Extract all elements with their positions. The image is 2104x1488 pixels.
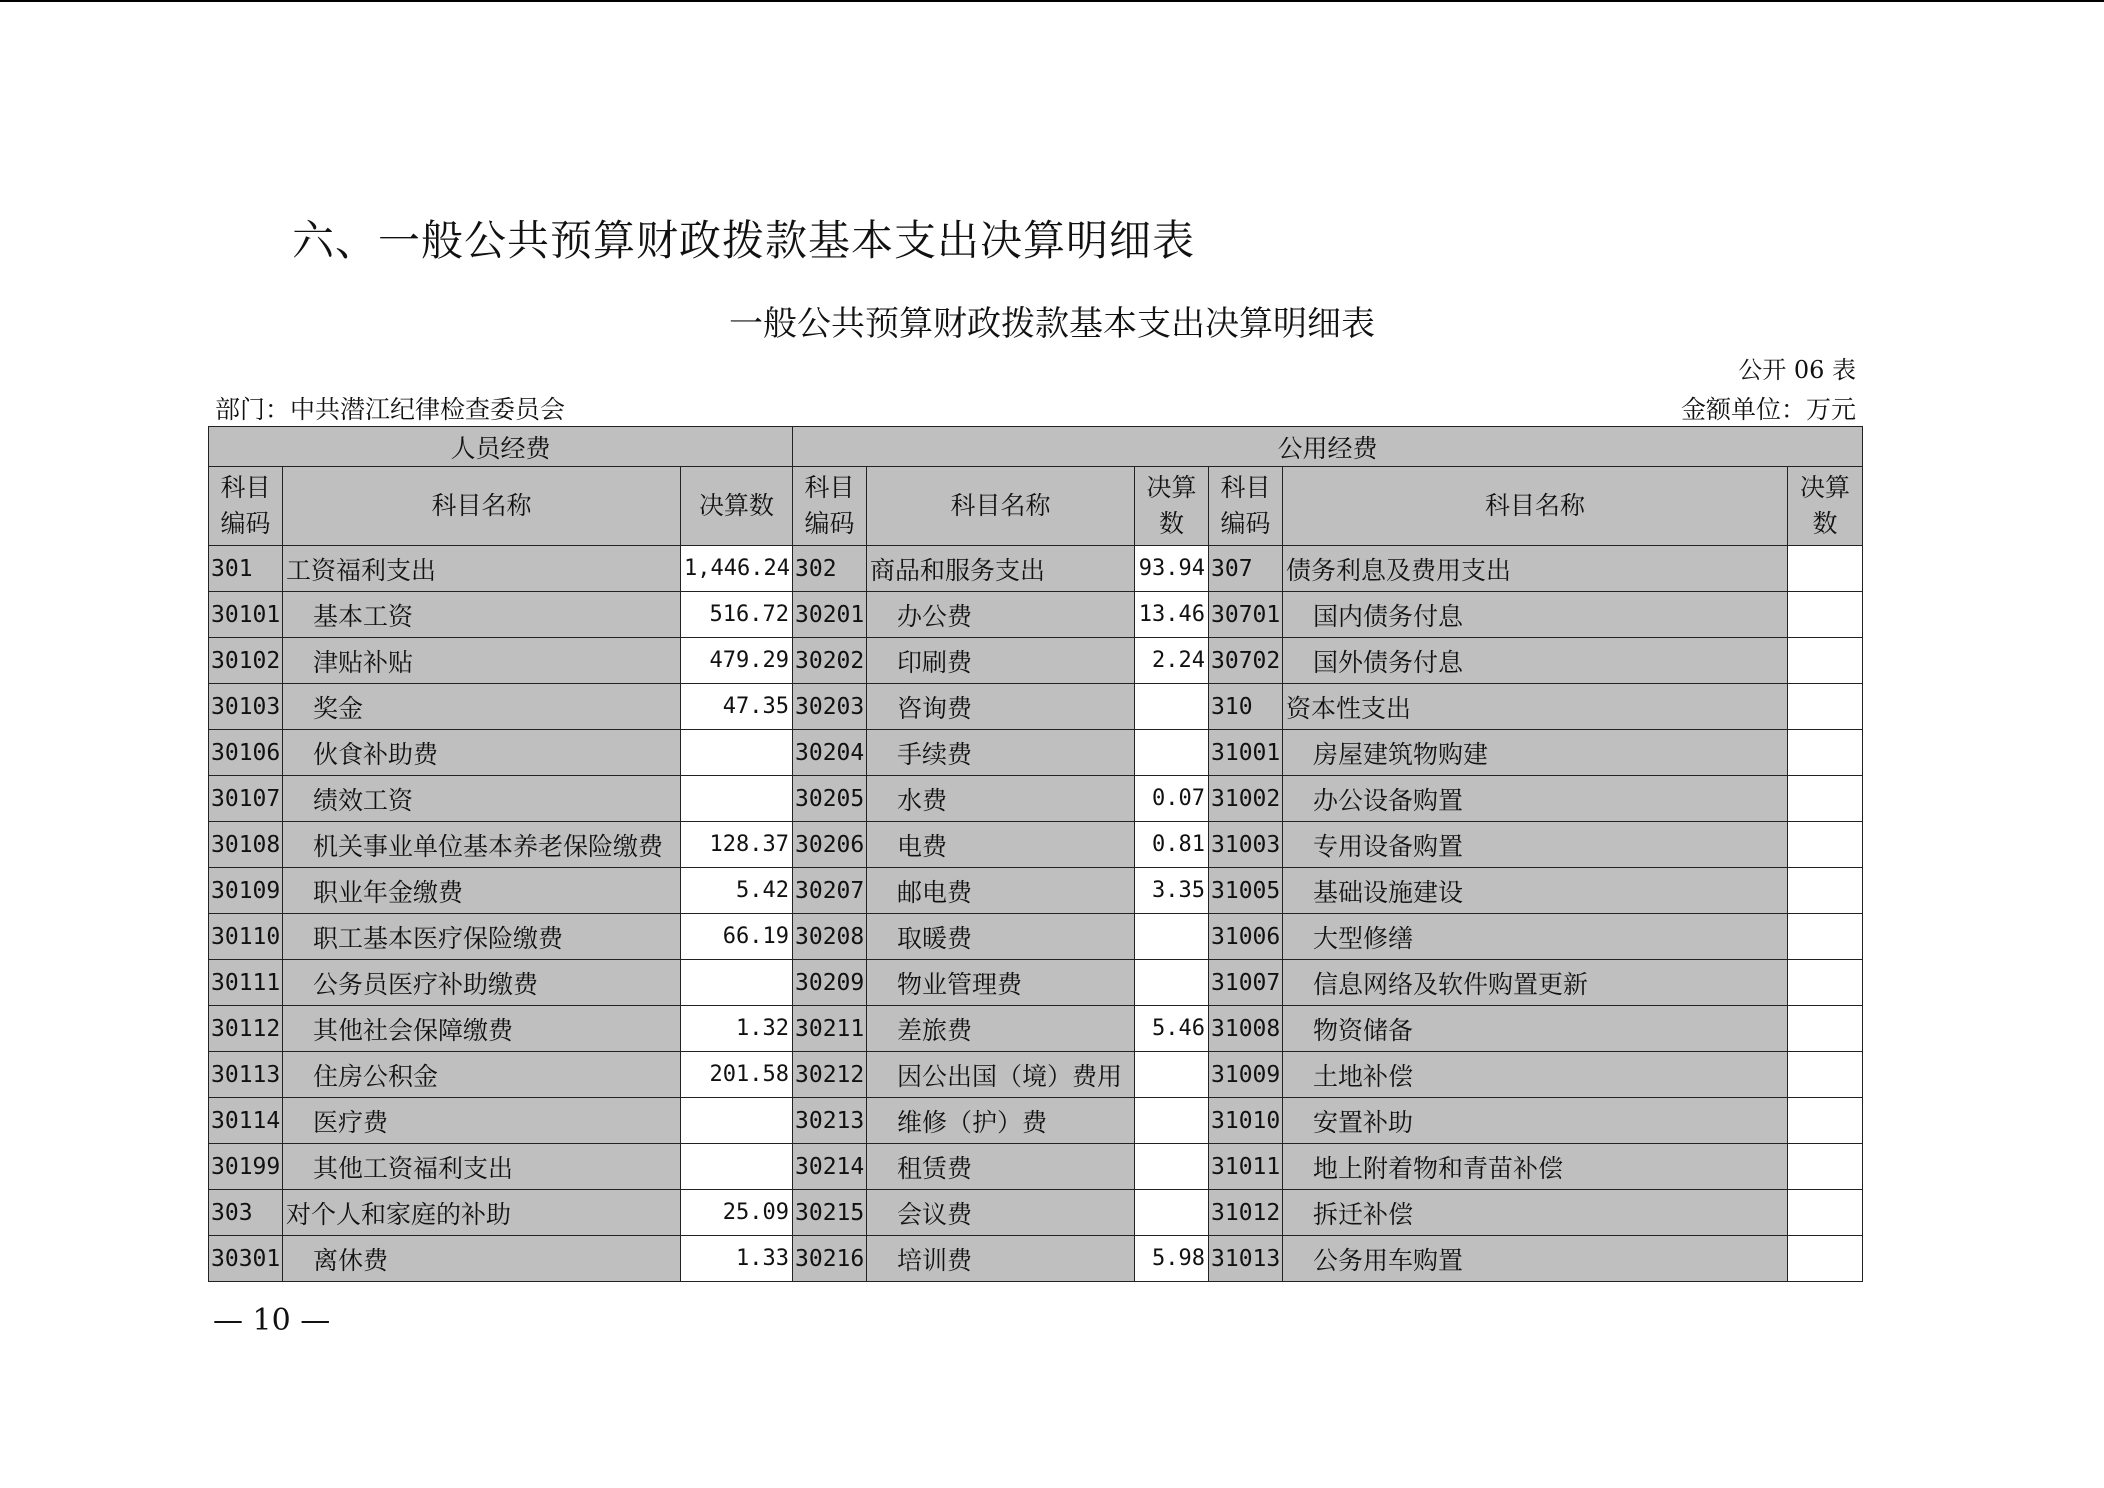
row-name-1: 医疗费	[283, 1098, 681, 1144]
row-name-1: 离休费	[283, 1236, 681, 1282]
row-code-2: 30212	[793, 1052, 867, 1098]
row-name-2: 培训费	[867, 1236, 1135, 1282]
row-code-3: 31002	[1209, 776, 1283, 822]
header-code-2: 科目编码	[793, 467, 867, 546]
row-amount-2	[1135, 1052, 1209, 1098]
row-amount-3	[1788, 1190, 1863, 1236]
row-amount-3	[1788, 776, 1863, 822]
row-code-2: 30205	[793, 776, 867, 822]
row-amount-3	[1788, 1236, 1863, 1282]
row-code-2: 302	[793, 546, 867, 592]
row-code-1: 30112	[209, 1006, 283, 1052]
row-code-2: 30214	[793, 1144, 867, 1190]
row-code-1: 30199	[209, 1144, 283, 1190]
row-amount-2: 2.24	[1135, 638, 1209, 684]
row-amount-1: 25.09	[681, 1190, 793, 1236]
amount-unit-label: 金额单位：万元	[1680, 395, 1856, 424]
row-amount-1	[681, 776, 793, 822]
row-name-1: 工资福利支出	[283, 546, 681, 592]
table-row	[209, 914, 1863, 960]
row-code-3: 31001	[1209, 730, 1283, 776]
expenditure-table	[208, 426, 1863, 1282]
row-amount-1: 1,446.24	[681, 546, 793, 592]
header-name: 科目名称	[283, 467, 681, 546]
row-amount-1	[681, 1144, 793, 1190]
header-code: 科目编码	[209, 467, 283, 546]
row-code-3: 31013	[1209, 1236, 1283, 1282]
row-amount-3	[1788, 546, 1863, 592]
row-amount-3	[1788, 684, 1863, 730]
table-row	[209, 684, 1863, 730]
row-code-1: 30114	[209, 1098, 283, 1144]
top-border-line	[0, 0, 2104, 2]
row-amount-3	[1788, 730, 1863, 776]
row-code-3: 30702	[1209, 638, 1283, 684]
row-code-1: 30106	[209, 730, 283, 776]
form-number: 公开 06 表	[1738, 356, 1856, 384]
row-name-3: 国外债务付息	[1283, 638, 1788, 684]
row-name-3: 债务利息及费用支出	[1283, 546, 1788, 592]
row-name-1: 职工基本医疗保险缴费	[283, 914, 681, 960]
table-row	[209, 1052, 1863, 1098]
header-name-3: 科目名称	[1283, 467, 1788, 546]
row-code-1: 30107	[209, 776, 283, 822]
row-code-2: 30208	[793, 914, 867, 960]
group-personnel: 人员经费	[209, 427, 793, 467]
table-row	[209, 776, 1863, 822]
row-code-3: 307	[1209, 546, 1283, 592]
row-code-1: 30101	[209, 592, 283, 638]
table-row	[209, 1098, 1863, 1144]
row-amount-2	[1135, 1190, 1209, 1236]
row-code-2: 30213	[793, 1098, 867, 1144]
row-code-1: 30103	[209, 684, 283, 730]
row-amount-3	[1788, 914, 1863, 960]
row-name-3: 公务用车购置	[1283, 1236, 1788, 1282]
row-name-3: 办公设备购置	[1283, 776, 1788, 822]
header-amount: 决算数	[681, 467, 793, 546]
row-name-2: 咨询费	[867, 684, 1135, 730]
row-name-2: 会议费	[867, 1190, 1135, 1236]
row-amount-1	[681, 730, 793, 776]
table-row	[209, 1236, 1863, 1282]
row-code-2: 30203	[793, 684, 867, 730]
row-name-2: 维修（护）费	[867, 1098, 1135, 1144]
row-code-1: 30102	[209, 638, 283, 684]
row-name-2: 商品和服务支出	[867, 546, 1135, 592]
row-code-2: 30201	[793, 592, 867, 638]
row-amount-2: 13.46	[1135, 592, 1209, 638]
row-amount-2	[1135, 914, 1209, 960]
table-title: 一般公共预算财政拨款基本支出决算明细表	[729, 304, 1375, 344]
row-amount-2: 93.94	[1135, 546, 1209, 592]
group-header-row	[209, 427, 1863, 467]
row-amount-3	[1788, 822, 1863, 868]
row-amount-3	[1788, 1052, 1863, 1098]
header-amount-3: 决算数	[1788, 467, 1863, 546]
table-row	[209, 592, 1863, 638]
row-code-3: 31007	[1209, 960, 1283, 1006]
section-title: 六、一般公共预算财政拨款基本支出决算明细表	[292, 216, 1196, 265]
row-code-3: 31003	[1209, 822, 1283, 868]
row-name-1: 基本工资	[283, 592, 681, 638]
row-code-1: 30111	[209, 960, 283, 1006]
row-amount-2: 0.07	[1135, 776, 1209, 822]
row-code-3: 31012	[1209, 1190, 1283, 1236]
table-row	[209, 546, 1863, 592]
row-amount-1: 201.58	[681, 1052, 793, 1098]
row-amount-2: 5.46	[1135, 1006, 1209, 1052]
row-amount-3	[1788, 638, 1863, 684]
row-name-3: 土地补偿	[1283, 1052, 1788, 1098]
row-amount-1: 479.29	[681, 638, 793, 684]
row-name-1: 绩效工资	[283, 776, 681, 822]
row-code-3: 31009	[1209, 1052, 1283, 1098]
row-name-3: 大型修缮	[1283, 914, 1788, 960]
row-amount-3	[1788, 960, 1863, 1006]
row-amount-3	[1788, 1144, 1863, 1190]
row-name-1: 住房公积金	[283, 1052, 681, 1098]
row-name-2: 水费	[867, 776, 1135, 822]
row-name-2: 租赁费	[867, 1144, 1135, 1190]
row-code-1: 30110	[209, 914, 283, 960]
row-amount-3	[1788, 868, 1863, 914]
row-name-1: 职业年金缴费	[283, 868, 681, 914]
table-row	[209, 1144, 1863, 1190]
row-name-3: 拆迁补偿	[1283, 1190, 1788, 1236]
row-code-1: 30108	[209, 822, 283, 868]
row-name-1: 其他工资福利支出	[283, 1144, 681, 1190]
row-name-1: 津贴补贴	[283, 638, 681, 684]
column-header-row	[209, 467, 1863, 546]
row-amount-2	[1135, 1144, 1209, 1190]
row-name-2: 因公出国（境）费用	[867, 1052, 1135, 1098]
row-name-1: 公务员医疗补助缴费	[283, 960, 681, 1006]
row-amount-1: 47.35	[681, 684, 793, 730]
row-name-1: 机关事业单位基本养老保险缴费	[283, 822, 681, 868]
row-name-3: 资本性支出	[1283, 684, 1788, 730]
row-code-2: 30206	[793, 822, 867, 868]
table-row	[209, 868, 1863, 914]
row-name-3: 安置补助	[1283, 1098, 1788, 1144]
row-code-1: 301	[209, 546, 283, 592]
row-amount-1: 1.32	[681, 1006, 793, 1052]
row-amount-2	[1135, 960, 1209, 1006]
row-code-3: 31011	[1209, 1144, 1283, 1190]
row-name-2: 手续费	[867, 730, 1135, 776]
row-amount-2	[1135, 1098, 1209, 1144]
row-name-2: 印刷费	[867, 638, 1135, 684]
row-name-2: 邮电费	[867, 868, 1135, 914]
row-amount-1: 516.72	[681, 592, 793, 638]
row-code-3: 31008	[1209, 1006, 1283, 1052]
row-code-2: 30216	[793, 1236, 867, 1282]
row-amount-1	[681, 960, 793, 1006]
row-name-2: 电费	[867, 822, 1135, 868]
row-code-2: 30204	[793, 730, 867, 776]
row-amount-2	[1135, 730, 1209, 776]
row-amount-2: 5.98	[1135, 1236, 1209, 1282]
group-public: 公用经费	[793, 427, 1863, 467]
row-code-2: 30215	[793, 1190, 867, 1236]
department-label: 部门：中共潜江纪律检查委员会	[215, 395, 566, 424]
row-code-2: 30211	[793, 1006, 867, 1052]
row-amount-3	[1788, 1098, 1863, 1144]
row-name-1: 对个人和家庭的补助	[283, 1190, 681, 1236]
row-code-2: 30209	[793, 960, 867, 1006]
row-name-3: 基础设施建设	[1283, 868, 1788, 914]
row-amount-1: 1.33	[681, 1236, 793, 1282]
row-amount-2: 3.35	[1135, 868, 1209, 914]
row-amount-1: 66.19	[681, 914, 793, 960]
row-name-3: 物资储备	[1283, 1006, 1788, 1052]
page-number: — 10 —	[213, 1303, 331, 1338]
row-name-3: 地上附着物和青苗补偿	[1283, 1144, 1788, 1190]
row-amount-2: 0.81	[1135, 822, 1209, 868]
row-code-3: 31010	[1209, 1098, 1283, 1144]
header-name-2: 科目名称	[867, 467, 1135, 546]
row-code-3: 31006	[1209, 914, 1283, 960]
row-code-1: 30109	[209, 868, 283, 914]
row-code-1: 303	[209, 1190, 283, 1236]
row-name-2: 物业管理费	[867, 960, 1135, 1006]
table-row	[209, 960, 1863, 1006]
row-amount-3	[1788, 1006, 1863, 1052]
row-code-2: 30207	[793, 868, 867, 914]
row-name-2: 取暖费	[867, 914, 1135, 960]
row-name-3: 信息网络及软件购置更新	[1283, 960, 1788, 1006]
row-amount-3	[1788, 592, 1863, 638]
table-row	[209, 1006, 1863, 1052]
row-amount-1	[681, 1098, 793, 1144]
header-code-3: 科目编码	[1209, 467, 1283, 546]
row-name-3: 国内债务付息	[1283, 592, 1788, 638]
row-amount-2	[1135, 684, 1209, 730]
row-amount-1: 128.37	[681, 822, 793, 868]
row-name-2: 办公费	[867, 592, 1135, 638]
row-name-1: 其他社会保障缴费	[283, 1006, 681, 1052]
header-amount-2: 决算数	[1135, 467, 1209, 546]
row-code-3: 30701	[1209, 592, 1283, 638]
row-name-2: 差旅费	[867, 1006, 1135, 1052]
row-name-1: 伙食补助费	[283, 730, 681, 776]
row-code-2: 30202	[793, 638, 867, 684]
table-row	[209, 822, 1863, 868]
table-row	[209, 1190, 1863, 1236]
row-name-3: 房屋建筑物购建	[1283, 730, 1788, 776]
row-amount-1: 5.42	[681, 868, 793, 914]
row-code-1: 30301	[209, 1236, 283, 1282]
row-name-3: 专用设备购置	[1283, 822, 1788, 868]
row-code-1: 30113	[209, 1052, 283, 1098]
row-name-1: 奖金	[283, 684, 681, 730]
row-code-3: 310	[1209, 684, 1283, 730]
table-row	[209, 730, 1863, 776]
table-row	[209, 638, 1863, 684]
row-code-3: 31005	[1209, 868, 1283, 914]
